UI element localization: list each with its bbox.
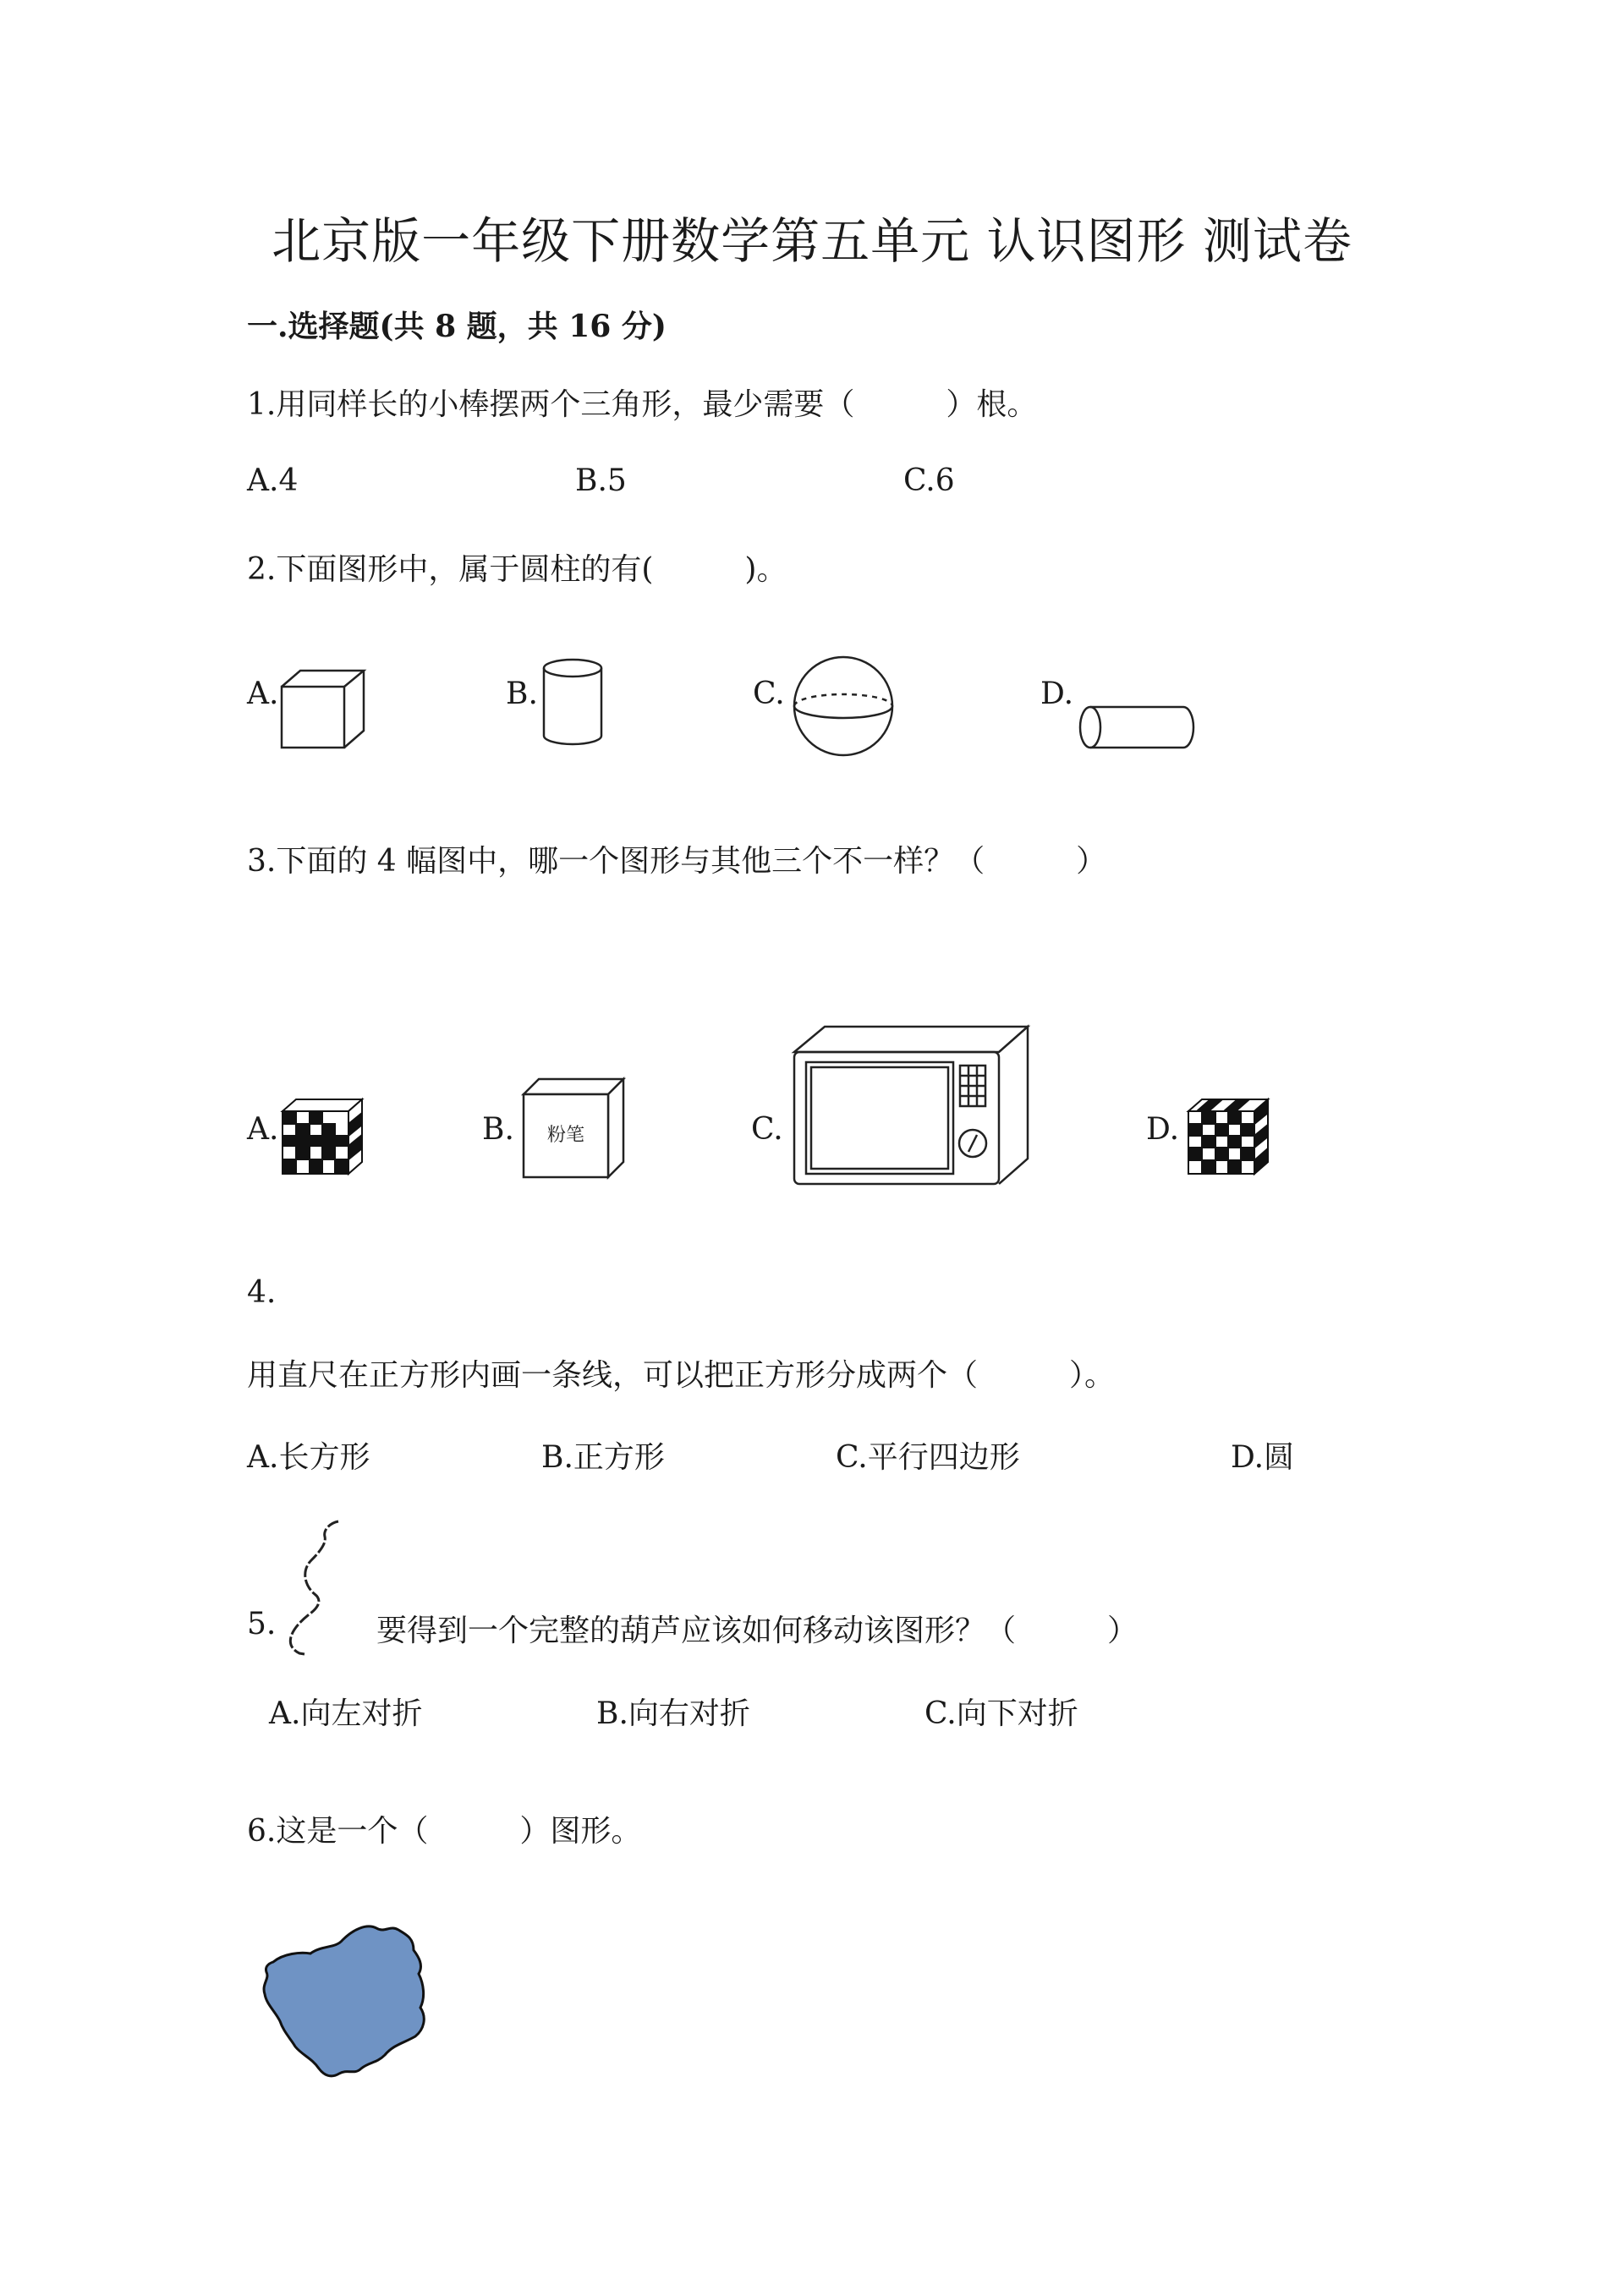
- sphere-icon: [791, 655, 901, 761]
- question-3-stem: 3.下面的 4 幅图中，哪一个图形与其他三个不一样？（ ）: [247, 844, 1107, 879]
- question-5-stem: 要得到一个完整的葫芦应该如何移动该图形？（ ）: [376, 1614, 1138, 1648]
- question-5-option-a[interactable]: A.向左对折: [269, 1696, 423, 1731]
- page-title: 北京版一年级下册数学第五单元 认识图形 测试卷: [272, 212, 1352, 270]
- cube-icon: [279, 668, 372, 753]
- question-3-option-a[interactable]: A.: [247, 1112, 279, 1147]
- chalk-box-label: 粉笔: [546, 1125, 585, 1146]
- question-3-option-b[interactable]: B.: [482, 1112, 514, 1147]
- question-1-option-b[interactable]: B.5: [575, 463, 627, 498]
- question-2-option-a[interactable]: A.: [247, 677, 279, 711]
- question-1-option-c[interactable]: C.6: [903, 463, 955, 498]
- cylinder-horizontal-icon: [1078, 704, 1197, 750]
- question-4-option-b[interactable]: B.正方形: [541, 1440, 665, 1475]
- question-4-option-a[interactable]: A.长方形: [247, 1440, 370, 1475]
- question-3-option-d[interactable]: D.: [1146, 1112, 1180, 1147]
- question-1-option-a[interactable]: A.4: [247, 463, 299, 498]
- irregular-shape: [264, 1926, 424, 2076]
- microwave-icon: [791, 1023, 1032, 1188]
- half-gourd-icon: [279, 1518, 347, 1658]
- rubiks-cube-icon: [281, 1096, 365, 1176]
- question-5-option-b[interactable]: B.向右对折: [596, 1696, 750, 1731]
- question-2-option-c[interactable]: C.: [753, 677, 785, 711]
- cylinder-upright-icon: [541, 658, 609, 751]
- rubiks-cube-icon: [1187, 1096, 1271, 1176]
- irregular-shape-icon: [258, 1920, 444, 2085]
- question-5-option-c[interactable]: C.向下对折: [924, 1696, 1078, 1731]
- question-4-option-d[interactable]: D.圆: [1231, 1440, 1295, 1475]
- question-4-number: 4.: [247, 1275, 277, 1310]
- question-2-option-d[interactable]: D.: [1040, 677, 1074, 711]
- question-6-stem: 6.这是一个（ ）图形。: [247, 1814, 642, 1849]
- question-3-option-c[interactable]: C.: [751, 1112, 783, 1147]
- section-heading: 一.选择题(共 8 题，共 16 分): [247, 309, 667, 344]
- question-4-stem: 用直尺在正方形内画一条线，可以把正方形分成两个（ ）。: [247, 1358, 1116, 1393]
- question-1-stem: 1.用同样长的小棒摆两个三角形，最少需要（ ）根。: [247, 387, 1038, 422]
- question-4-option-c[interactable]: C.平行四边形: [836, 1440, 1020, 1475]
- question-2-option-b[interactable]: B.: [506, 677, 538, 711]
- chalk-box-icon: [520, 1076, 630, 1181]
- question-5-number: 5.: [247, 1607, 277, 1641]
- question-2-stem: 2.下面图形中，属于圆柱的有( )。: [247, 552, 787, 587]
